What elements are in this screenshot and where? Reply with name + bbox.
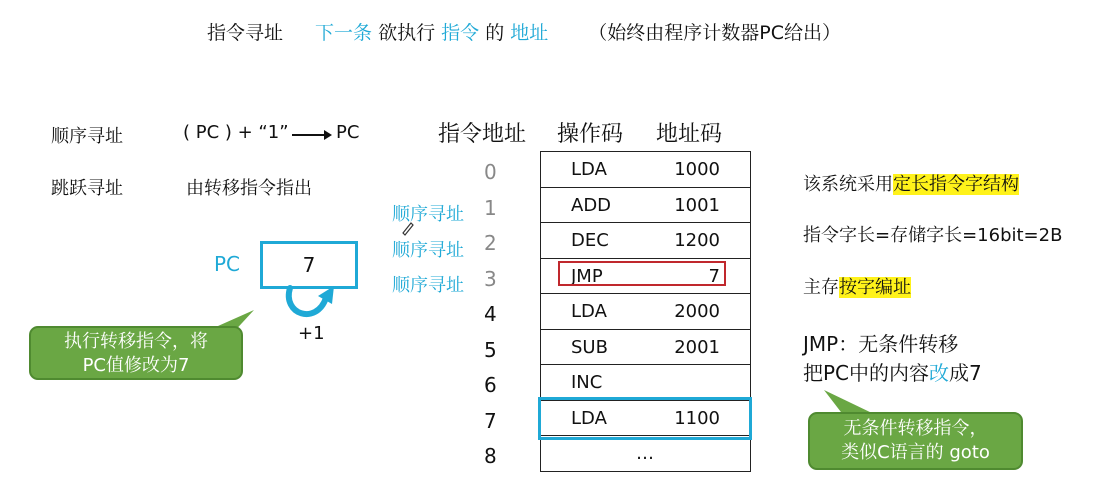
jump-addressing-desc: 由转移指令指出 [186, 178, 312, 199]
callout-line: 无条件转移指令， [843, 418, 988, 439]
jmp-highlight-box [558, 261, 726, 286]
title-part: 指令寻址 [207, 22, 284, 44]
operand-cell: 1001 [674, 194, 720, 216]
address-number: 2 [484, 231, 497, 255]
note-jmp: JMP：无条件转移 [803, 332, 959, 356]
table-row [541, 329, 750, 365]
title-part: 欲执行 [378, 22, 436, 44]
note-emphasis: 改 [929, 361, 950, 385]
table-row [541, 151, 750, 187]
seq-step-label: 顺序寻址 [392, 275, 464, 296]
opcode-cell: … [636, 443, 654, 464]
title-part: 下一条 [315, 22, 373, 44]
table-row [541, 293, 750, 329]
pc-change-callout [29, 326, 243, 380]
note-pc-change [803, 357, 982, 386]
address-number: 5 [484, 338, 497, 362]
increment-loop-icon [280, 284, 344, 328]
address-number: 7 [484, 409, 497, 433]
header-opcode: 操作码 [557, 122, 624, 147]
pencil-cursor-icon [400, 220, 414, 236]
table-row [541, 364, 750, 400]
opcode-cell: LDA [571, 407, 607, 429]
address-number: 3 [484, 267, 497, 291]
plus-one-label: +1 [298, 323, 325, 344]
note-text: 把PC中的内容 [803, 361, 930, 385]
opcode-cell: JMP [571, 265, 603, 287]
address-number: 4 [484, 302, 497, 326]
opcode-cell: INC [571, 372, 603, 393]
header-operand: 地址码 [656, 122, 723, 147]
title-part: 地址 [510, 22, 549, 44]
target-row-highlight [538, 397, 752, 440]
address-number: 0 [484, 160, 497, 184]
table-row [541, 187, 750, 223]
arrow-right-icon [290, 126, 334, 144]
seq-step-label: 顺序寻址 [392, 240, 464, 261]
note-text: 该系统采用 [803, 174, 893, 195]
operand-cell: 1200 [674, 230, 720, 251]
opcode-cell: SUB [571, 336, 608, 358]
callout-line: 类似C语言的 goto [841, 442, 990, 463]
operand-cell: 2001 [674, 336, 720, 358]
operand-cell: 2000 [674, 301, 720, 322]
seq-formula-result: PC [336, 122, 360, 143]
callout-line: 执行转移指令，将 [64, 331, 208, 352]
opcode-cell: ADD [571, 194, 612, 216]
address-number: 8 [484, 444, 497, 468]
table-row [541, 435, 750, 471]
note-addressing [803, 273, 911, 299]
note-highlight: 定长指令字结构 [893, 174, 1019, 195]
note-text: 成7 [949, 361, 982, 385]
title-part: 的 [485, 22, 505, 44]
title-part: （始终由程序计数器PC给出） [588, 22, 842, 44]
note-fixed-length [803, 170, 1019, 196]
opcode-cell: LDA [571, 301, 607, 322]
title-part: 指令 [441, 22, 480, 44]
note-highlight: 按字编址 [839, 277, 911, 298]
seq-addressing-label: 顺序寻址 [51, 126, 123, 147]
page-title [207, 18, 841, 45]
table-row [541, 222, 750, 258]
opcode-cell: DEC [571, 230, 609, 251]
operand-cell: 1100 [674, 407, 720, 429]
address-number: 1 [484, 196, 497, 220]
operand-cell: 1000 [674, 159, 720, 180]
opcode-cell: LDA [571, 159, 607, 180]
callout-line: PC值修改为7 [82, 355, 190, 376]
header-address: 指令地址 [438, 122, 527, 147]
jump-addressing-label: 跳跃寻址 [51, 178, 123, 199]
note-text: 主存 [803, 277, 839, 298]
operand-cell: 7 [708, 265, 720, 287]
goto-callout [808, 412, 1023, 470]
note-word-length: 指令字长=存储字长=16bit=2B [803, 225, 1063, 246]
seq-formula: ( PC ) + “1” [183, 122, 289, 143]
pc-register: 7 [260, 241, 358, 289]
pc-label: PC [214, 252, 241, 276]
seq-step-label: 顺序寻址 [392, 204, 464, 225]
address-number: 6 [484, 373, 497, 397]
